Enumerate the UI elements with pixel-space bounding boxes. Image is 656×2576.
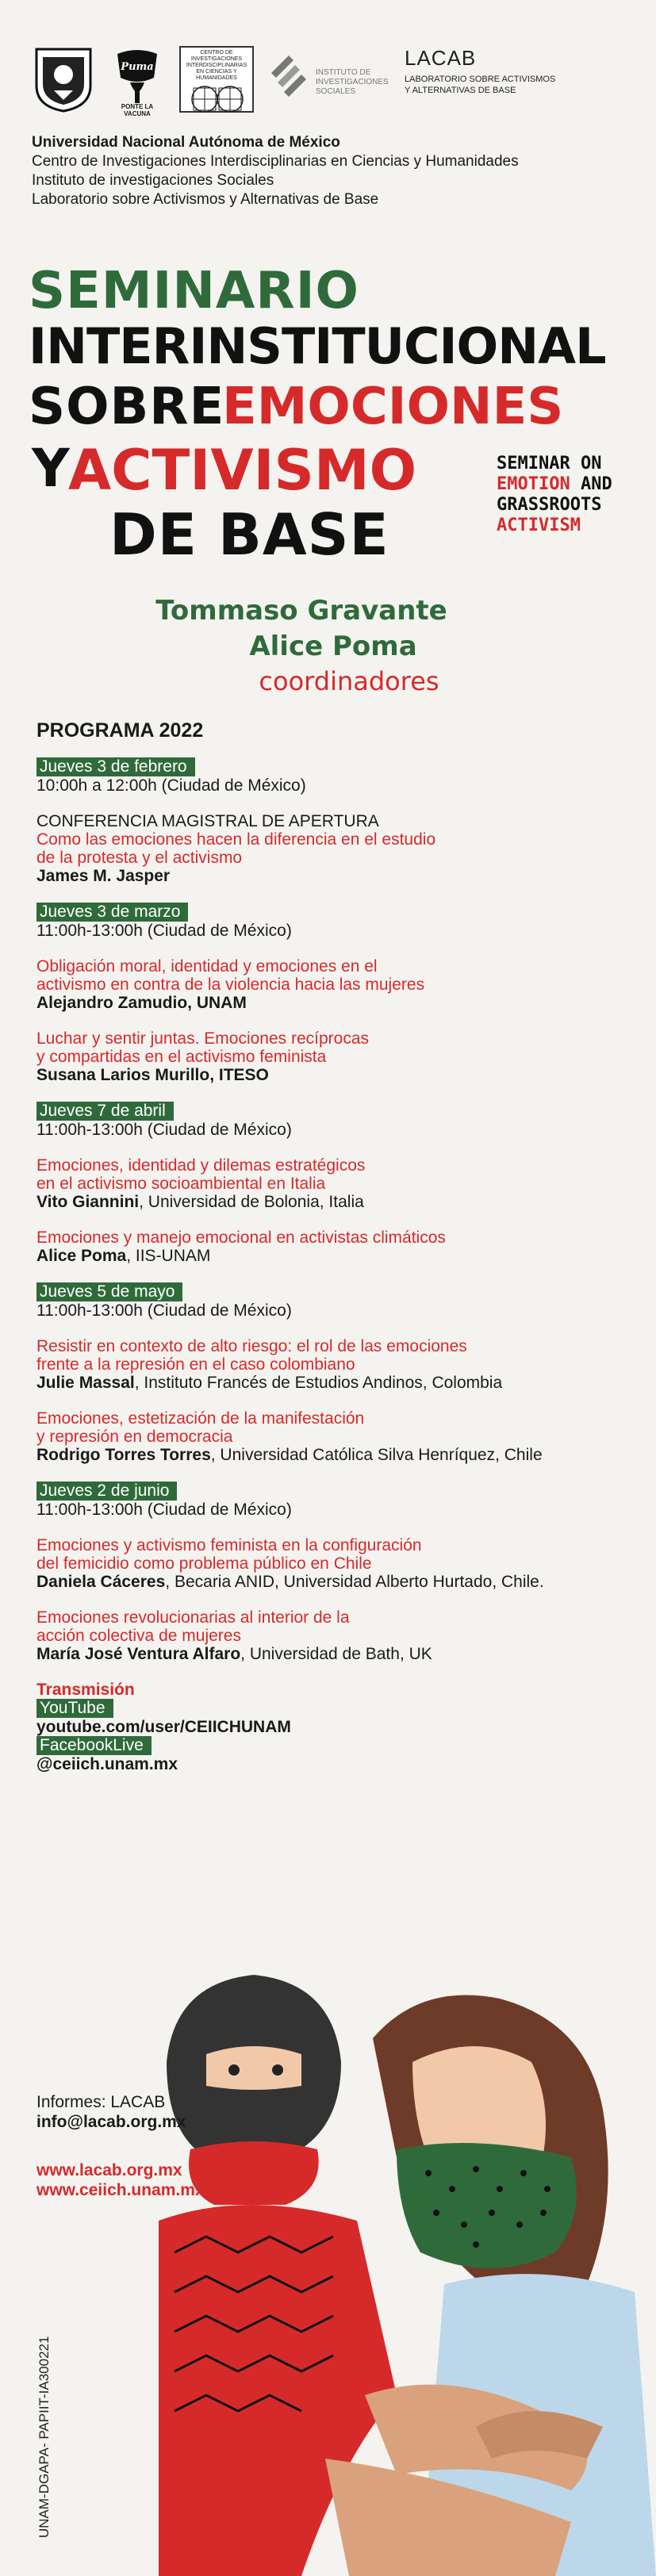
talk-2-title-1: Obligación moral, identidad y emociones en el [36,957,378,976]
talk-5-affiliation: , IIS-UNAM [126,1247,211,1265]
talk-9 [36,1608,623,1663]
title-word-sobre: SOBRE [29,378,225,436]
session-time-5: 11:00h-13:00h (Ciudad de México) [36,1501,292,1519]
institution-unam: Universidad Nacional Autónoma de México [32,134,340,151]
session-date-3: Jueves 7 de abril [36,1102,174,1121]
funding-credit: UNAM-DGAPA- PAPIIT-IA300221 [36,2336,52,2538]
talk-9-title-1: Emociones revolucionarias al interior de la [36,1608,350,1627]
youtube-tag: YouTube [36,1699,113,1718]
institution-lacab: Laboratorio sobre Activismos y Alternativas de Base [32,191,379,208]
talk-4-affiliation: , Universidad de Bolonia, Italia [139,1193,364,1211]
coordinators-role: coordinadores [259,666,439,696]
session-time-1: 10:00h a 12:00h (Ciudad de México) [36,776,306,795]
session-date-4: Jueves 5 de mayo [36,1282,182,1301]
talk-7-affiliation: , Universidad Católica Silva Henríquez, Chile [210,1446,543,1464]
lacab-title: LACAB [405,46,477,70]
session-date-5: Jueves 2 de junio [36,1482,177,1501]
title-word-y: Y [32,438,71,499]
talk-7-speaker: Rodrigo Torres Torres [36,1446,211,1464]
youtube-link[interactable]: youtube.com/user/CEIICHUNAM [36,1718,291,1736]
talk-2-title-2: activismo en contra de la violencia hacia las mujeres [36,976,425,994]
talk-9-affiliation: , Universidad de Bath, UK [240,1645,432,1663]
title-line-interinstitucional: INTERINSTITUCIONAL [29,317,606,375]
title-word-emociones: EMOCIONES [222,378,564,436]
transmission-label: Transmisión [36,1681,135,1699]
session-time-3: 11:00h-13:00h (Ciudad de México) [36,1121,292,1139]
talk-5 [36,1229,623,1265]
talk-3-title-1: Luchar y sentir juntas. Emociones recíprocas [36,1029,370,1048]
talk-8-affiliation: , Becaria ANID, Universidad Alberto Hurtado, Chile. [165,1573,544,1591]
ceiich-title: CENTRO DE INVESTIGACIONES INTERDISCIPLINARIAS EN CIENCIAS Y HUMANIDADES [186,50,247,81]
lacab-subtitle-1: LABORATORIO SOBRE ACTIVISMOS [405,75,556,84]
talk-8-title-2: del femicidio como problema público en Chile [36,1554,372,1573]
english-word-and: AND [580,474,612,494]
talk-1 [36,812,623,885]
talk-4-title-2: en el activismo socioambiental en Italia [36,1175,326,1193]
institution-ceiich: Centro de Investigaciones Interdisciplinarias en Ciencias y Humanidades [32,153,519,170]
english-subtitle [497,454,612,536]
facebook-live-tag: FacebookLive [36,1736,152,1755]
talk-2-speaker: Alejandro Zamudio, UNAM [36,994,247,1012]
title-line-de-base: DE BASE [109,501,389,568]
lacab-subtitle-2: Y ALTERNATIVAS DE BASE [405,86,516,95]
lacab-logo [405,46,627,109]
contact-email[interactable]: info@lacab.org.mx [36,2113,186,2131]
iis-text: INSTITUTO DE INVESTIGACIONES SOCIALES [316,68,389,96]
talk-6-affiliation: , Instituto Francés de Estudios Andinos, Colombia [134,1374,503,1392]
contact-label: Informes: LACAB [36,2093,166,2111]
talk-3-title-2: y compartidas en el activismo feminista [36,1048,327,1066]
coordinator-name-2: Alice Poma [249,631,417,662]
program-title: PROGRAMA 2022 [36,719,204,742]
coordinator-name-1: Tommaso Gravante [155,595,447,627]
talk-8-title-1: Emociones y activismo feminista en la configuración [36,1536,422,1554]
talk-6-title-1: Resistir en contexto de alto riesgo: el rol de las emociones [36,1337,467,1355]
website-lacab[interactable]: www.lacab.org.mx [36,2161,182,2179]
english-line-3: GRASSROOTS [497,495,602,515]
talk-3-speaker: Susana Larios Murillo, ITESO [36,1066,269,1084]
talk-1-label: CONFERENCIA MAGISTRAL DE APERTURA [36,812,379,830]
talk-6-speaker: Julie Massal [36,1374,135,1392]
title-word-activismo: ACTIVISMO [68,438,417,503]
program [36,719,623,1773]
talk-4-speaker: Vito Giannini [36,1193,140,1211]
activists-embrace-illustration [159,1951,656,2576]
talk-9-speaker: María José Ventura Alfaro [36,1645,241,1663]
english-word-emotion: EMOTION [497,474,570,494]
website-ceiich[interactable]: www.ceiich.unam.mx [36,2181,205,2199]
talk-3 [36,1029,623,1084]
title-line-seminario: SEMINARIO [29,262,359,320]
talk-6 [36,1337,623,1392]
session-date-1: Jueves 3 de febrero [36,757,195,776]
iis-logo [267,46,389,109]
contact-info [36,2092,186,2132]
talk-8 [36,1536,623,1591]
session-time-4: 11:00h-13:00h (Ciudad de México) [36,1301,292,1320]
talk-7 [36,1409,623,1464]
talk-7-title-2: y represión en democracia [36,1428,233,1446]
talk-4-title-1: Emociones, identidad y dilemas estratégicos [36,1156,366,1175]
english-line-4: ACTIVISM [497,516,581,535]
talk-1-title-2: de la protesta y el activismo [36,849,243,867]
talk-1-title-1: Como las emociones hacen la diferencia en el estudio [36,830,436,849]
ceiich-logo [179,46,254,113]
talk-4 [36,1156,623,1211]
english-line-1: SEMINAR ON [497,454,602,473]
talk-9-title-2: acción colectiva de mujeres [36,1627,241,1645]
session-time-2: 11:00h-13:00h (Ciudad de México) [36,922,292,940]
logos-row [32,46,635,117]
websites [36,2160,205,2200]
talk-5-title-1: Emociones y manejo emocional en activistas climáticos [36,1229,446,1247]
unam-logo [32,46,95,113]
talk-5-speaker: Alice Poma [36,1247,127,1265]
talk-6-title-2: frente a la represión en el caso colombiano [36,1355,355,1374]
institution-iis: Instituto de investigaciones Sociales [32,172,274,189]
puma-text: PONTE LA VACUNA [121,103,154,117]
talk-8-speaker: Daniela Cáceres [36,1573,166,1591]
puma-vacuna-logo [109,46,165,117]
talk-7-title-1: Emociones, estetización de la manifestación [36,1409,365,1428]
svg-text:Puma: Puma [121,61,154,73]
institutions-list [32,133,635,209]
talk-2 [36,957,623,1012]
talk-1-speaker: James M. Jasper [36,867,171,885]
session-date-2: Jueves 3 de marzo [36,903,188,922]
facebook-link[interactable]: @ceiich.unam.mx [36,1755,178,1773]
